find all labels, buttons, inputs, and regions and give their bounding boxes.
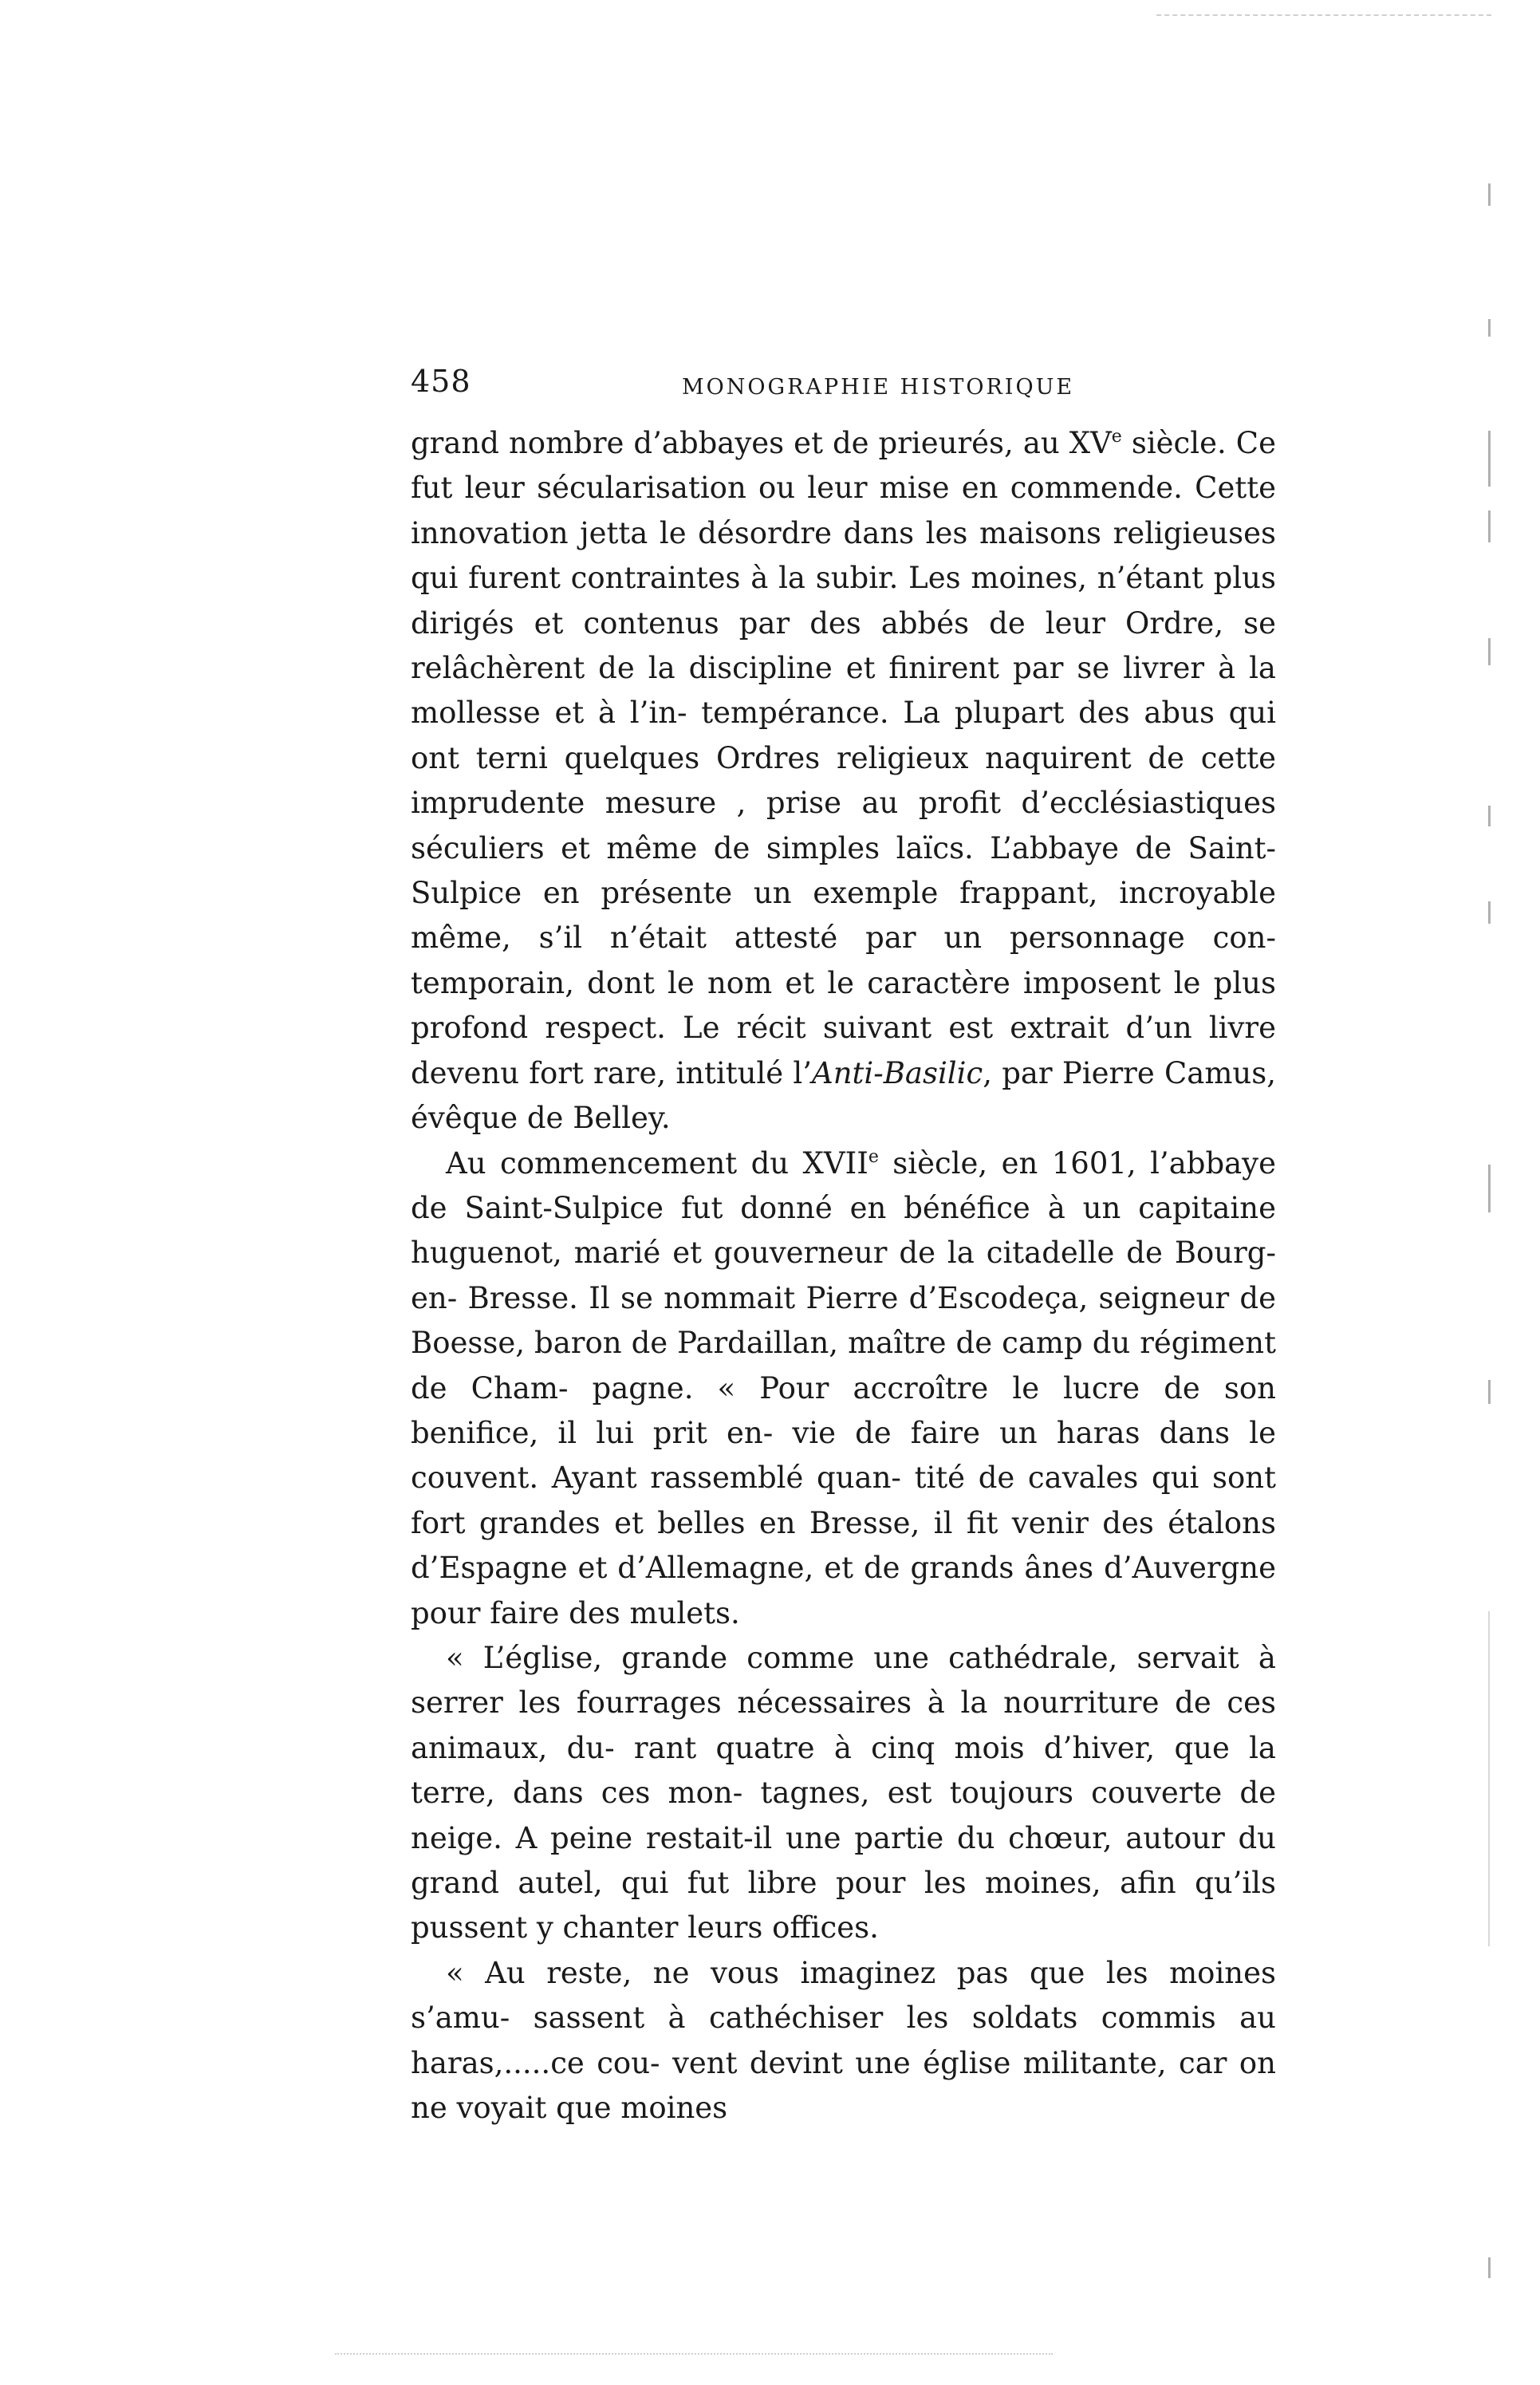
scan-edge-mark [1488,431,1491,487]
scan-edge-mark [1488,806,1491,826]
text-line: pagne. « Pour accroître le lucre de son benifice, il lui prit en- [411,1370,1276,1450]
text-line: baron de Pardaillan, maître de camp du régiment de Cham- [411,1326,1277,1405]
text-line: Bresse. Il se nommait Pierre d’Escodeça, seigneur de Boesse, [411,1280,1277,1361]
text-line: ânes d’Auvergne pour faire des mulets. [411,1551,1277,1630]
text-line: de Saint-Sulpice fut donné en bénéfice à un capitaine [411,1190,1276,1225]
text-line: Au commencement du XVIIe siècle, en 1601, l’abbaye [446,1145,1276,1181]
text-line: religieux naquirent de cette imprudente mesure , prise au [411,740,1277,821]
text-line: respect. Le récit suivant est extrait d’un livre devenu fort rare, [411,1011,1276,1090]
scan-edge-mark [1488,319,1491,337]
running-title: MONOGRAPHIE HISTORIQUE [682,375,1075,400]
page-header [411,364,1260,412]
scan-edge-mark [1488,2257,1491,2278]
scan-edge-mark [1488,638,1491,665]
scan-artifact-top [1156,14,1491,18]
text-line: fit venir des étalons d’Espagne et d’Allemagne, et de grands [411,1505,1277,1586]
text-line: grand nombre d’abbayes et de prieurés, au XVe siècle. Ce [411,426,1276,460]
text-line: la discipline et finirent par se livrer à la mollesse et à l’in- [411,651,1276,731]
text-line: furent contraintes à la subir. Les moines, n’étant plus dirigés [411,561,1276,641]
scan-edge-mark [1488,1165,1491,1212]
scan-edge-mark [1488,183,1491,206]
paragraph-3 [411,1636,1276,1951]
paragraph-1 [411,421,1276,1141]
text-line: intitulé l’Anti-Basilic, par Pierre Camus, évêque de Belley. [411,1055,1277,1136]
text-line: « L’église, grande comme une cathédrale, servait à serrer [411,1640,1276,1721]
text-line: fut leur sécularisation ou leur mise en commende. Cette [411,471,1276,506]
scan-edge-mark [1488,1380,1491,1404]
text-line: partie du chœur, autour du grand autel, qui fut libre pour [411,1820,1277,1900]
scan-artifact-bottom [335,2353,1053,2356]
page-number: 458 [411,364,471,399]
text-line: sassent à cathéchiser les soldats commis au haras,.....ce cou- [411,2001,1276,2080]
book-title: Anti-Basilic [811,1055,983,1090]
text-line: tagnes, est toujours couverte de neige. A peine restait-il une [411,1776,1276,1855]
text-line: huguenot, marié et gouverneur de la citadelle de Bourg-en- [411,1236,1276,1315]
paragraph-2 [411,1141,1276,1636]
text-line: innovation jetta le désordre dans les maisons religieuses qui [411,515,1276,596]
paragraph-4 [411,1951,1276,2131]
text-line: L’abbaye de Saint-Sulpice en présente un exemple frappant, [411,830,1276,911]
text-line: temporain, dont le nom et le caractère imposent le plus profond [411,965,1276,1046]
scan-edge-mark [1488,1611,1490,1946]
text-line: vie de faire un haras dans le couvent. Ayant rassemblé quan- [411,1415,1276,1496]
text-line: rant quatre à cinq mois d’hiver, que la terre, dans ces mon- [411,1730,1276,1811]
text-line: les fourrages nécessaires à la nourriture de ces animaux, du- [411,1685,1277,1765]
text-line: « Au reste, ne vous imaginez pas que les moines s’amu- [411,1955,1276,2036]
text-line: tité de cavales qui sont fort grandes et belles en Bresse, il [411,1461,1276,1540]
scan-edge-mark [1488,511,1491,542]
text-line: incroyable même, s’il n’était attesté par un personnage con- [411,876,1276,956]
text-line: profit d’ecclésiastiques séculiers et même de simples laïcs. [411,786,1276,865]
text-line: vent devint une église militante, car on ne voyait que moines [411,2045,1276,2126]
body-text [411,421,1276,2131]
text-line: et contenus par des abbés de leur Ordre, se relâchèrent de [411,605,1277,686]
text-line: les moines, afin qu’ils pussent y chanter leurs offices. [411,1866,1276,1945]
text-line: tempérance. La plupart des abus qui ont terni quelques Ordres [411,696,1276,775]
scan-edge-mark [1488,901,1491,924]
